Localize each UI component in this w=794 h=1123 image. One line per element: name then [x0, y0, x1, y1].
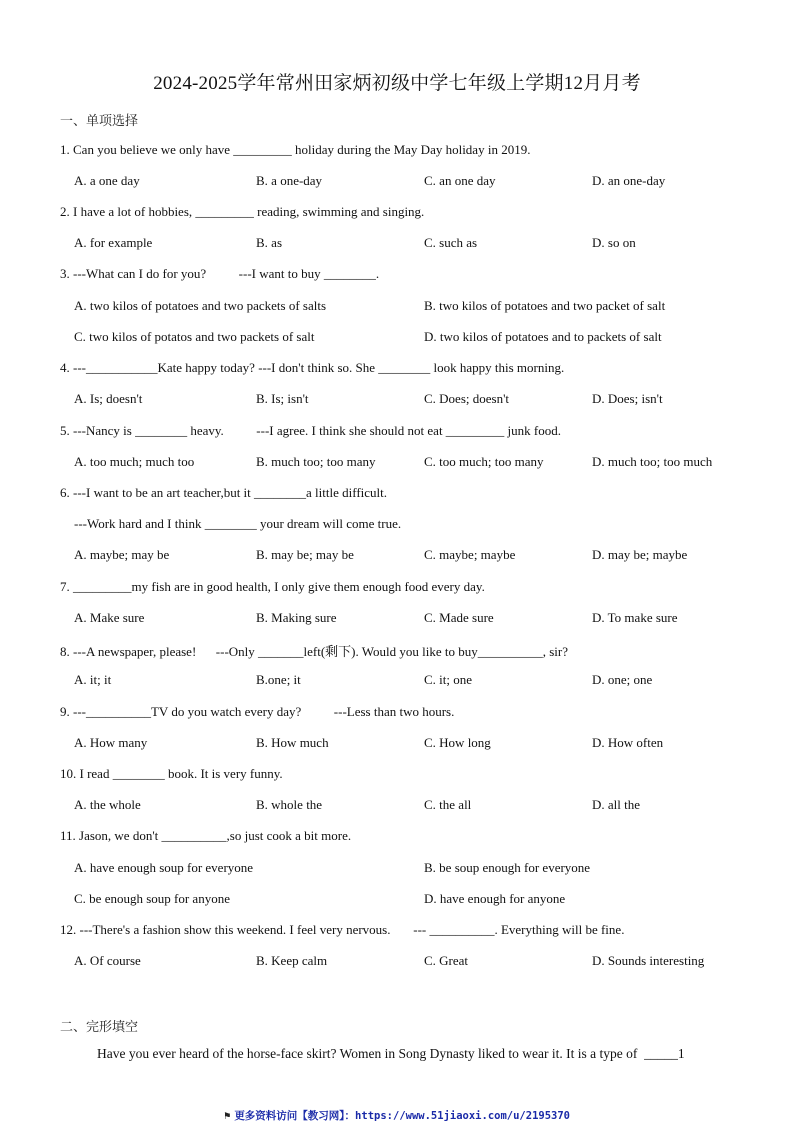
answer-option[interactable]: C. such as: [424, 235, 478, 250]
question-stem: 5. ---Nancy is ________ heavy. ---I agree. I think she should not eat _________ junk food.: [60, 423, 561, 438]
answer-option[interactable]: A. a one day: [74, 173, 140, 188]
question-stem: 11. Jason, we don't __________,so just cook a bit more.: [60, 828, 352, 843]
answer-option[interactable]: B. two kilos of potatoes and two packet of salt: [424, 298, 666, 313]
answer-option[interactable]: D. may be; maybe: [592, 547, 688, 562]
answer-option[interactable]: C. the all: [424, 797, 472, 812]
answer-option[interactable]: C. too much; too many: [424, 454, 544, 469]
page-title: 2024-2025学年常州田家炳初级中学七年级上学期12月月考: [153, 73, 641, 94]
answer-option[interactable]: B. whole the: [256, 797, 323, 812]
answer-option[interactable]: C. Great: [424, 953, 469, 968]
cloze-paragraph: Have you ever heard of the horse-face skirt? Women in Song Dynasty liked to wear it. It is a type of _____1: [97, 1046, 685, 1061]
question-stem: 1. Can you believe we only have _________ holiday during the May Day holiday in 2019.: [60, 142, 531, 157]
answer-option[interactable]: B. Keep calm: [256, 953, 328, 968]
question-stem: 2. I have a lot of hobbies, _________ reading, swimming and singing.: [60, 204, 425, 219]
answer-option[interactable]: A. Is; doesn't: [74, 391, 143, 406]
answer-option[interactable]: D. an one-day: [592, 173, 666, 188]
question-stem-line2: ---Work hard and I think ________ your dream will come true.: [74, 516, 402, 531]
answer-option[interactable]: B. Is; isn't: [256, 391, 309, 406]
answer-option[interactable]: D. To make sure: [592, 610, 678, 625]
question-stem: 10. I read ________ book. It is very funny.: [60, 766, 283, 781]
answer-option[interactable]: D. much too; too much: [592, 454, 713, 469]
answer-option[interactable]: A. too much; much too: [74, 454, 195, 469]
question-stem: 8. ---A newspaper, please! ---Only _______left(剩下). Would you like to buy__________, sir?: [60, 644, 568, 659]
answer-option[interactable]: A. maybe; may be: [74, 547, 170, 562]
question-stem: 6. ---I want to be an art teacher,but it ________a little difficult.: [60, 485, 388, 500]
question-stem: 9. ---__________TV do you watch every day? ---Less than two hours.: [60, 704, 455, 719]
answer-option[interactable]: C. How long: [424, 735, 491, 750]
answer-option[interactable]: D. How often: [592, 735, 664, 750]
section-title-cloze: 二、完形填空: [60, 1020, 139, 1035]
answer-option[interactable]: C. Made sure: [424, 610, 494, 625]
flag-icon: ⚑: [223, 1110, 231, 1122]
footer-text: 更多资料访问【教习网】：https://www.51jiaoxi.com/u/2195370: [234, 1110, 570, 1122]
answer-option[interactable]: D. Does; isn't: [592, 391, 663, 406]
answer-option[interactable]: B.one; it: [256, 672, 301, 687]
question-stem: 7. _________my fish are in good health, I only give them enough food every day.: [60, 579, 485, 594]
answer-option[interactable]: A. How many: [74, 735, 148, 750]
answer-option[interactable]: A. Make sure: [74, 610, 145, 625]
answer-option[interactable]: D. all the: [592, 797, 641, 812]
answer-option[interactable]: D. have enough for anyone: [424, 891, 566, 906]
answer-option[interactable]: D. Sounds interesting: [592, 953, 705, 968]
answer-option[interactable]: B. much too; too many: [256, 454, 376, 469]
question-stem: 4. ---___________Kate happy today? ---I don't think so. She ________ look happy this morning.: [60, 360, 565, 375]
answer-option[interactable]: B. Making sure: [256, 610, 337, 625]
answer-option[interactable]: C. an one day: [424, 173, 496, 188]
answer-option[interactable]: C. it; one: [424, 672, 473, 687]
answer-option[interactable]: A. Of course: [74, 953, 141, 968]
answer-option[interactable]: B. a one-day: [256, 173, 323, 188]
answer-option[interactable]: B. may be; may be: [256, 547, 354, 562]
answer-option[interactable]: D. two kilos of potatoes and to packets of salt: [424, 329, 662, 344]
answer-option[interactable]: C. maybe; maybe: [424, 547, 516, 562]
answer-option[interactable]: A. two kilos of potatoes and two packets of salts: [74, 298, 327, 313]
answer-option[interactable]: B. How much: [256, 735, 329, 750]
answer-option[interactable]: A. it; it: [74, 672, 112, 687]
question-stem: 3. ---What can I do for you? ---I want to buy ________.: [60, 266, 380, 281]
answer-option[interactable]: C. be enough soup for anyone: [74, 891, 230, 906]
answer-option[interactable]: B. as: [256, 235, 282, 250]
answer-option[interactable]: B. be soup enough for everyone: [424, 860, 591, 875]
answer-option[interactable]: A. the whole: [74, 797, 141, 812]
footer-link[interactable]: [0, 1108, 794, 1123]
answer-option[interactable]: C. two kilos of potatos and two packets of salt: [74, 329, 315, 344]
answer-option[interactable]: C. Does; doesn't: [424, 391, 510, 406]
answer-option[interactable]: D. so on: [592, 235, 636, 250]
answer-option[interactable]: D. one; one: [592, 672, 653, 687]
answer-option[interactable]: A. for example: [74, 235, 153, 250]
section-title-single-choice: 一、单项选择: [60, 114, 139, 129]
answer-option[interactable]: A. have enough soup for everyone: [74, 860, 254, 875]
question-stem: 12. ---There's a fashion show this weekend. I feel very nervous. --- __________. Everything will be fine.: [60, 922, 625, 937]
